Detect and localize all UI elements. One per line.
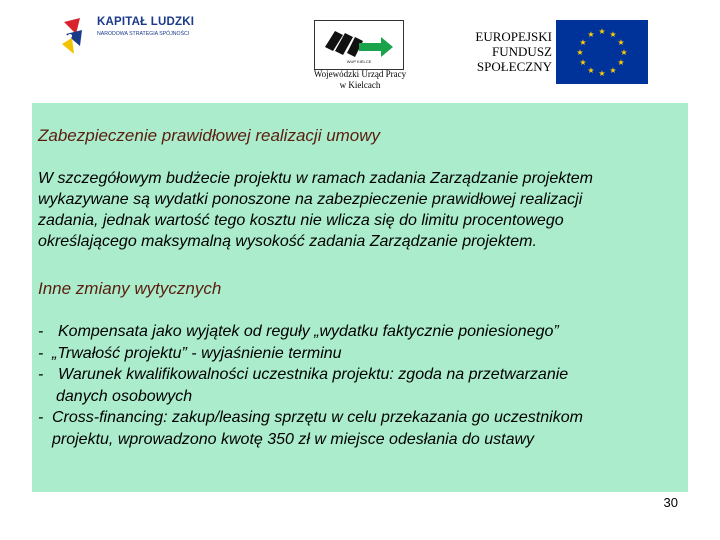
kapital-ludzki-title: KAPITAŁ LUDZKI <box>97 16 195 28</box>
page-number: 30 <box>663 495 678 510</box>
wup-logo-text: WUP KIELCE <box>346 59 372 64</box>
wup-caption-line1: Wojewódzki Urząd Pracy <box>313 69 407 79</box>
list-dash: - <box>38 409 44 426</box>
svg-text:★: ★ <box>579 38 587 47</box>
list-item-text: Cross-financing: zakup/leasing sprzętu w celu przekazania go uczestnikom <box>52 409 583 426</box>
kapital-ludzki-subtitle: NARODOWA STRATEGIA SPÓJNOŚCI <box>97 31 190 37</box>
eu-flag-icon <box>556 20 648 84</box>
list-item <box>38 343 683 365</box>
efs-label <box>448 29 552 74</box>
efs-line1: EUROPEJSKI <box>475 29 552 44</box>
list-item <box>38 364 683 407</box>
svg-text:★: ★ <box>587 66 595 75</box>
svg-text:★: ★ <box>617 58 625 67</box>
list-dash: - <box>38 344 44 362</box>
list-item-text-cont: projektu, wprowadzono kwotę 350 zł w miejsce odesłania do ustawy <box>52 430 535 448</box>
list-dash: - <box>38 366 44 383</box>
section-heading-zabezpieczenie: Zabezpieczenie prawidłowej realizacji umowy <box>38 126 381 145</box>
list-item <box>38 321 683 343</box>
list-dash: - <box>38 323 44 340</box>
svg-text:★: ★ <box>579 58 587 67</box>
svg-text:★: ★ <box>598 69 606 78</box>
list-item-text: „Trwałość projektu” - wyjaśnienie terminu <box>52 344 342 362</box>
efs-line3: SPOŁECZNY <box>476 59 552 74</box>
svg-text:★: ★ <box>620 48 628 57</box>
list-item-text: Kompensata jako wyjątek od reguły „wydatku faktycznie poniesionego” <box>58 323 559 340</box>
svg-text:★: ★ <box>609 66 617 75</box>
paragraph-line: zadania, jednak wartość tego kosztu nie wlicza się do limitu procentowego <box>38 212 564 229</box>
wup-caption-line2: w Kielcach <box>339 80 381 90</box>
section-heading-inne-zmiany: Inne zmiany wytycznych <box>38 279 222 298</box>
list-item-text-cont: danych osobowych <box>56 387 193 405</box>
svg-text:★: ★ <box>617 38 625 47</box>
svg-text:★: ★ <box>576 48 584 57</box>
paragraph-line: wykazywane są wydatki ponoszone na zabezpieczenie prawidłowej realizacji <box>38 191 583 208</box>
paragraph-zabezpieczenie <box>38 168 683 252</box>
wup-caption <box>300 69 420 91</box>
wup-logo <box>314 20 404 70</box>
changes-list <box>38 321 683 450</box>
svg-text:★: ★ <box>598 27 606 36</box>
paragraph-line: W szczegółowym budżecie projektu w ramach zadania Zarządzanie projektem <box>38 170 593 187</box>
list-item <box>38 407 683 450</box>
paragraph-line: określającego maksymalną wysokość zadania Zarządzanie projektem. <box>38 233 537 250</box>
efs-line2: FUNDUSZ <box>492 44 552 59</box>
svg-text:★: ★ <box>587 30 595 39</box>
svg-text:★: ★ <box>609 30 617 39</box>
list-item-text: Warunek kwalifikowalności uczestnika projektu: zgoda na przetwarzanie <box>58 366 569 383</box>
